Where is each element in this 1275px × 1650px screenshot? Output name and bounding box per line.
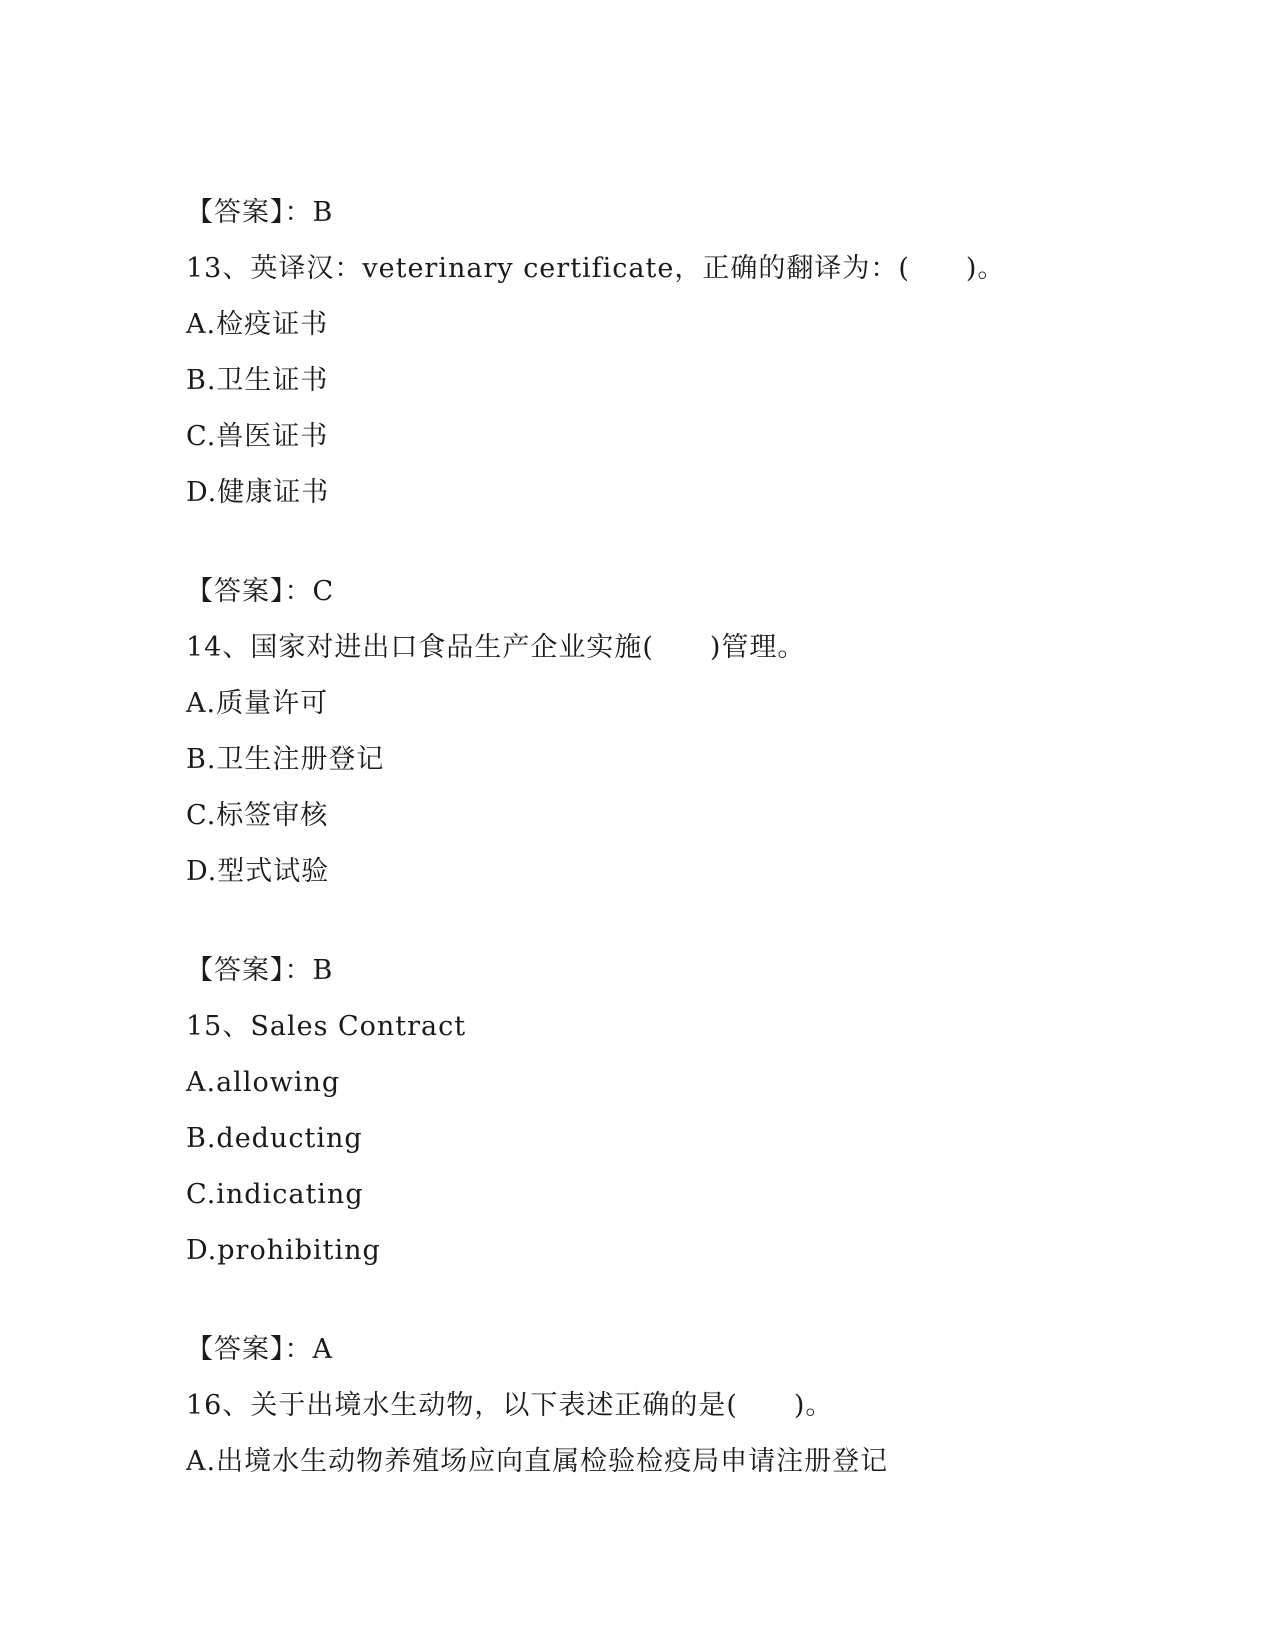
option-b: B.卫生注册登记 bbox=[186, 744, 385, 775]
option-a: A.检疫证书 bbox=[186, 309, 329, 340]
answer-label: 【答案】：C bbox=[186, 576, 335, 607]
question-13: 13、英译汉：veterinary certificate，正确的翻译为：( )。 bbox=[186, 253, 1006, 284]
option-d: D.prohibiting bbox=[186, 1235, 381, 1266]
option-c: C.兽医证书 bbox=[186, 421, 329, 452]
question-16: 16、关于出境水生动物，以下表述正确的是( )。 bbox=[186, 1390, 834, 1421]
option-d: D.健康证书 bbox=[186, 477, 330, 508]
option-c: C.标签审核 bbox=[186, 800, 329, 831]
option-b: B.卫生证书 bbox=[186, 365, 329, 396]
option-b: B.deducting bbox=[186, 1123, 363, 1154]
option-a: A.出境水生动物养殖场应向直属检验检疫局申请注册登记 bbox=[186, 1446, 889, 1477]
option-d: D.型式试验 bbox=[186, 856, 330, 887]
option-a: A.质量许可 bbox=[186, 688, 329, 719]
answer-label: 【答案】：B bbox=[186, 197, 334, 228]
option-c: C.indicating bbox=[186, 1179, 364, 1210]
option-a: A.allowing bbox=[186, 1067, 341, 1098]
answer-label: 【答案】：A bbox=[186, 1334, 333, 1365]
question-15: 15、Sales Contract bbox=[186, 1011, 467, 1042]
answer-label: 【答案】：B bbox=[186, 955, 334, 986]
question-14: 14、国家对进出口食品生产企业实施( )管理。 bbox=[186, 632, 806, 663]
